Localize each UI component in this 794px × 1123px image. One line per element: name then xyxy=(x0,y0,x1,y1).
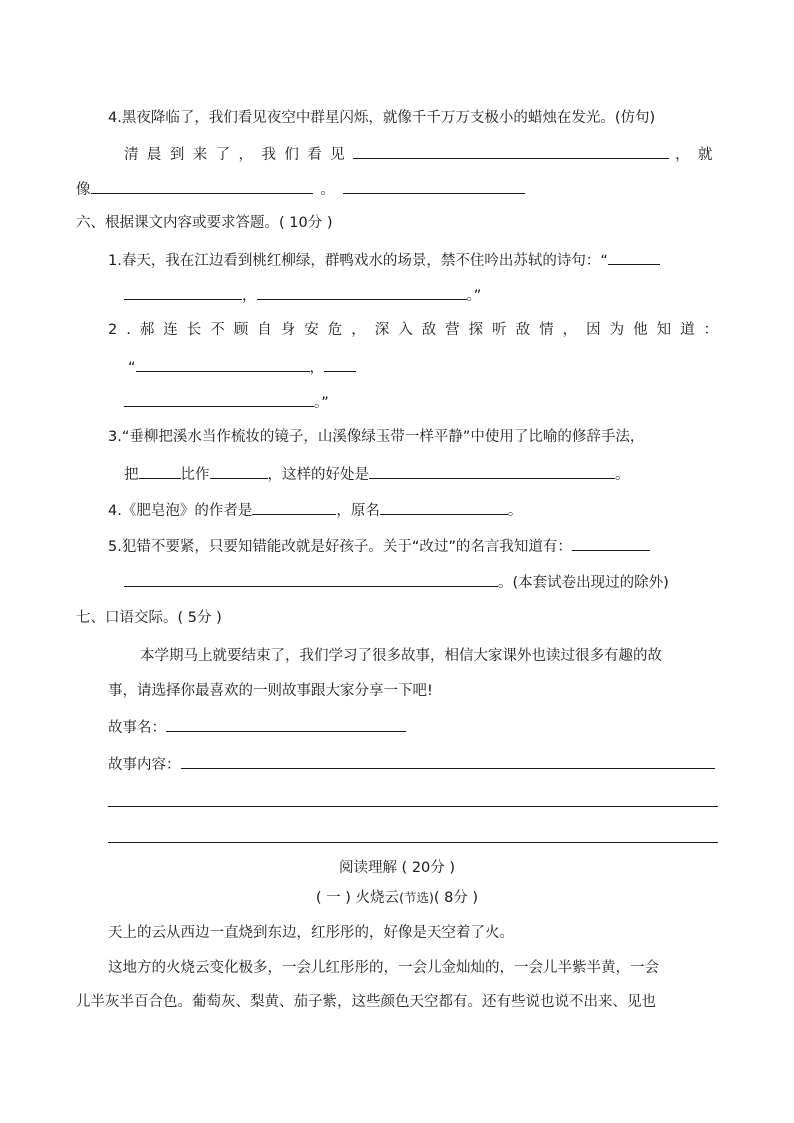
s6-q1-comma: ， xyxy=(242,288,257,304)
s6-q1-blank-b[interactable] xyxy=(124,284,242,300)
s6-q5-text: 5.犯错不要紧，只要知错能改就是好孩子。关于“改过”的名言我知道有： xyxy=(108,539,572,555)
s6-q4-blank-a[interactable] xyxy=(252,499,336,515)
s6-q1-blank-a[interactable] xyxy=(608,249,660,265)
s6-q2-open: “ xyxy=(128,360,136,376)
s6-q5-line-2 xyxy=(124,571,669,593)
s6-q5-blank-b[interactable] xyxy=(124,571,498,587)
s6-q5-line xyxy=(108,535,650,557)
reading-paragraph-2-line-2: 儿半灰半百合色。葡萄灰、梨黄、茄子紫，这些颜色天空都有。还有些说也说不出来、见也 xyxy=(76,994,656,1010)
s7-paragraph-line-2: 事，请选择你最喜欢的一则故事跟大家分享一下吧! xyxy=(108,683,433,699)
s7-story-name-blank[interactable] xyxy=(166,716,406,732)
s6-q4-end: 。 xyxy=(507,503,523,519)
s6-q3-a: 把 xyxy=(124,467,139,483)
reading-title: 阅读理解 ( 20分 ) xyxy=(338,860,456,876)
s6-q2-line-3 xyxy=(124,391,329,413)
reading-subtitle-note: (节选) xyxy=(399,890,434,905)
s6-q2-comma: ， xyxy=(309,360,325,376)
reading-paragraph-1: 天上的云从西边一直烧到东边，红彤彤的，好像是天空着了火。 xyxy=(108,925,514,941)
s6-q2-blank-a[interactable] xyxy=(136,356,310,372)
q4-line1-start: 清晨到来了，我们看见 xyxy=(124,147,354,163)
s6-q1-line xyxy=(108,249,660,271)
s6-q1-text: 1.春天，我在江边看到桃红柳绿，群鸭戏水的场景，禁不住吟出苏轼的诗句：“ xyxy=(108,253,608,269)
s6-q3-line-2 xyxy=(124,463,630,485)
s6-q3-blank-c[interactable] xyxy=(369,463,615,479)
s7-story-name-row xyxy=(108,716,406,738)
s6-q2-line-2 xyxy=(128,356,356,378)
q4-blank-3[interactable] xyxy=(343,178,525,194)
s6-q3-blank-a[interactable] xyxy=(139,463,181,479)
s7-story-content-blank-2[interactable] xyxy=(108,806,718,807)
s6-q2-blank-c[interactable] xyxy=(124,391,314,407)
s6-q3-blank-b[interactable] xyxy=(210,463,268,479)
s7-story-content-label: 故事内容： xyxy=(108,757,181,773)
q4-prompt: 4.黑夜降临了，我们看见夜空中群星闪烁，就像千千万万支极小的蜡烛在发光。(仿句) xyxy=(108,110,656,126)
q4-answer-line-1 xyxy=(124,143,721,165)
s6-q3-c: ，这样的好处是 xyxy=(267,467,369,483)
s6-q4-blank-b[interactable] xyxy=(380,499,508,515)
s6-q1-blank-c[interactable] xyxy=(257,284,467,300)
reading-subtitle xyxy=(0,888,794,908)
s7-paragraph-line-1: 本学期马上就要结束了，我们学习了很多故事，相信大家课外也读过很多有趣的故 xyxy=(140,648,662,664)
q4-blank-1[interactable] xyxy=(353,143,669,159)
q4-answer-line-2 xyxy=(76,178,525,200)
s7-story-content-blank-3[interactable] xyxy=(108,842,718,843)
s6-q2-end: 。” xyxy=(314,395,329,411)
s6-q4-line xyxy=(108,499,522,521)
s6-q2-text: 2.郝连长不顾自身安危，深入敌营探听敌情，因为他知道： xyxy=(108,322,728,338)
s6-q4-mid: ，原名 xyxy=(336,503,380,519)
s7-story-content-row xyxy=(108,753,715,775)
q4-blank-2[interactable] xyxy=(91,178,313,194)
s7-story-content-blank-1[interactable] xyxy=(181,753,715,769)
s6-q5-end: 。(本套试卷出现过的除外) xyxy=(498,575,669,591)
reading-paragraph-2-line-1: 这地方的火烧云变化极多，一会儿红彤彤的，一会儿金灿灿的，一会儿半紫半黄，一会 xyxy=(108,960,659,976)
q4-line2-mid: 。 xyxy=(320,182,335,198)
s6-q1-end: 。” xyxy=(466,288,482,304)
s6-q2-blank-b[interactable] xyxy=(324,356,356,372)
s6-q2-line xyxy=(108,320,727,340)
section6-heading: 六、根据课文内容或要求答题。( 10分 ) xyxy=(76,215,333,231)
reading-subtitle-b: ( 8分 ) xyxy=(433,890,479,906)
q4-line1-end: ，就 xyxy=(675,147,721,163)
s6-q3-text: 3.“垂柳把溪水当作梳妆的镜子，山溪像绿玉带一样平静”中使用了比喻的修辞手法， xyxy=(108,429,645,445)
s7-story-name-label: 故事名： xyxy=(108,720,166,736)
s6-q4-text: 4.《肥皂泡》的作者是 xyxy=(108,503,253,519)
section7-heading: 七、口语交际。( 5分 ) xyxy=(76,610,222,626)
s6-q3-b: 比作 xyxy=(180,467,210,483)
s6-q1-line-2 xyxy=(124,284,481,306)
s6-q3-end: 。 xyxy=(615,467,630,483)
s6-q5-blank-a[interactable] xyxy=(572,535,650,551)
reading-subtitle-a: ( 一 ) 火烧云 xyxy=(315,890,400,906)
q4-line2-start: 像 xyxy=(76,182,91,198)
